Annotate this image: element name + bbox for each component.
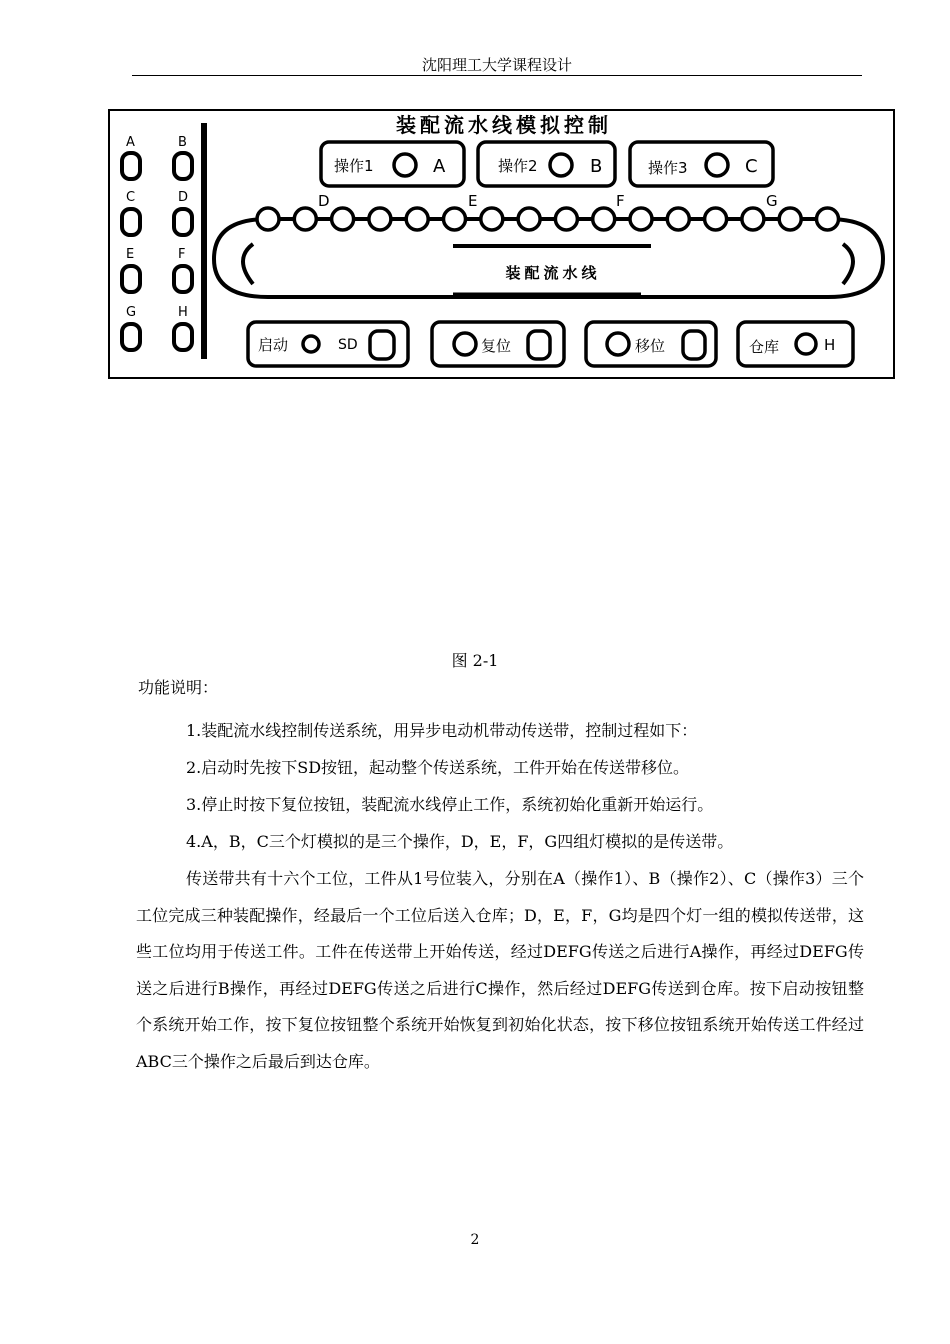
belt-label: 装配流水线 [505,264,601,282]
belt-lamp [369,208,391,230]
lamp-label-h: H [178,305,188,320]
belt-lamp [630,208,652,230]
op-key-1: A [433,156,446,177]
belt-lamp [555,208,577,230]
body-paragraph: 传送带共有十六个工位，工件从1号位装入，分别在A（操作1）、B（操作2）、C（操作3）三个工位完成三种装配操作，经最后一个工位后送入仓库；D，E，F，G均是四个灯一组的模拟传送带，这些工位均用于传送工件。工件在传送带上开始传送，经过DEFG传送之后进行A操作，再经过DEFG传送之后进行B操作，再经过DEFG传送之后进行C操作，然后经过DEFG传送到仓库。按下启动按钮整个系统开始工作，按下复位按钮整个系统开始恢复到初始化状态，按下移位按钮系统开始传送工件经过ABC三个操作之后最后到达仓库。 [136,869,864,1071]
diagram-title: 装配流水线模拟控制 [396,113,612,137]
belt-lamp [593,208,615,230]
belt-lamp [817,208,839,230]
figure-caption: 图 2-1 [451,651,499,670]
op-label-2: 操作2 [498,157,538,175]
lamp-label-f: F [178,247,186,262]
belt-lamp [444,208,466,230]
belt-marker-f: F [616,192,625,210]
header-rule [132,75,862,76]
belt-marker-g: G [766,192,778,210]
op-label-3: 操作3 [648,159,688,177]
reset-label: 复位 [481,337,512,355]
belt-lamp [518,208,540,230]
op-key-3: C [745,156,758,177]
belt-marker-e: E [468,192,478,210]
lamp-label-a: A [126,135,135,150]
lamp-label-b: B [178,135,187,150]
op-key-2: B [590,156,603,177]
start-label: 启动 [258,336,289,354]
section-title: 功能说明： [138,678,219,697]
store-key: H [824,336,836,354]
belt-lamp [294,208,316,230]
lamp-label-g: G [126,305,137,320]
belt-lamp [481,208,503,230]
belt-lamp [257,208,279,230]
move-label: 移位 [635,337,666,355]
list-item: 4.A，B，C三个灯模拟的是三个操作，D，E，F，G四组灯模拟的是传送带。 [186,832,734,851]
lamp-label-c: C [126,190,136,205]
sd-label: SD [338,337,358,353]
belt-lamp [779,208,801,230]
belt-lamp [667,208,689,230]
page-number: 2 [470,1232,480,1248]
belt-lamp [705,208,727,230]
list-item: 3.停止时按下复位按钮，装配流水线停止工作，系统初始化重新开始运行。 [186,795,714,814]
lamp-label-e: E [126,247,135,262]
list-item: 1.装配流水线控制传送系统，用异步电动机带动传送带，控制过程如下： [186,721,698,740]
store-label: 仓库 [749,338,780,356]
belt-lamp [406,208,428,230]
belt-marker-d: D [318,192,330,210]
belt-lamp [742,208,764,230]
assembly-line-diagram [108,109,895,379]
page-header: 沈阳理工大学课程设计 [421,56,572,74]
belt-lamp [332,208,354,230]
op-label-1: 操作1 [334,157,374,175]
lamp-label-d: D [178,190,189,205]
list-item: 2.启动时先按下SD按钮，起动整个传送系统，工件开始在传送带移位。 [186,758,690,777]
